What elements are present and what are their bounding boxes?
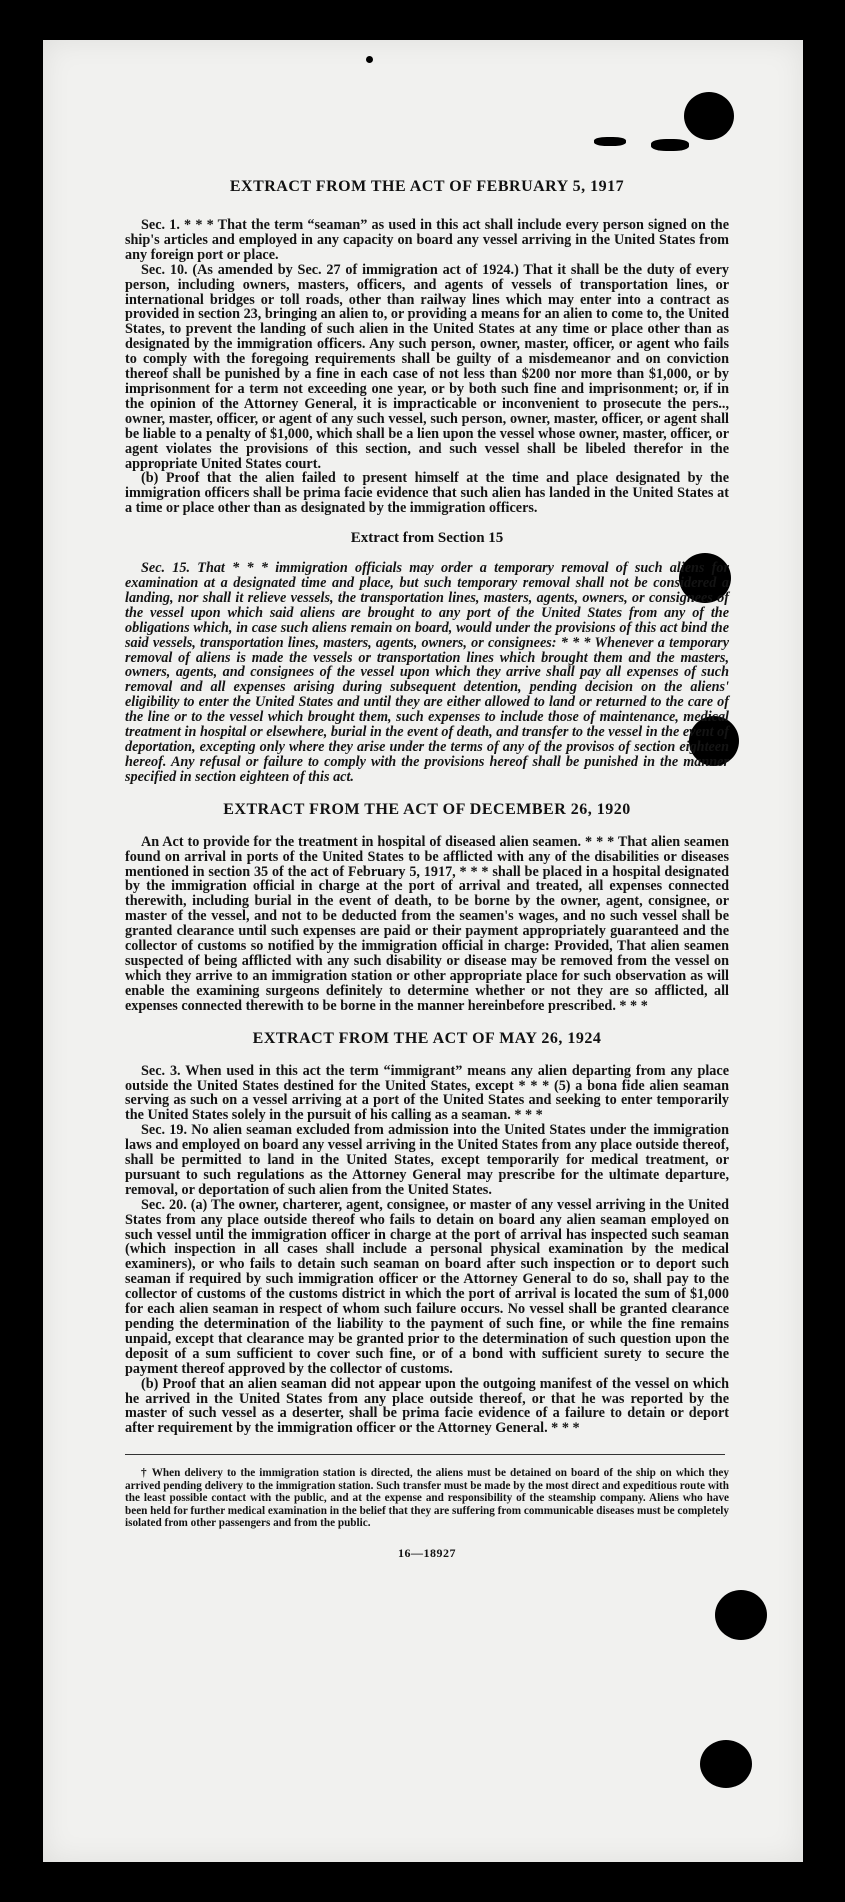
paragraph-act-1920: An Act to provide for the treatment in hospital of diseased alien seamen. * * * That alien seamen found on arrival in ports of the United States to be afflicted with any of the disabilities or diseases mentioned in section 35 of the act of February 5, 1917, * * * shall be placed in a hospital designated by the immigration official in charge at the port of arrival and treated, all expenses connected therewith, including burial in the event of death, to be borne by the owner, agent, consignee, or master of the vessel, and not to be deducted from the seamen's wages, and no such vessel shall be granted clearance until such expenses are paid or their payment appropriately guaranteed and the collector of customs so notified by the immigration official in charge: Provided, That alien seamen suspected of being afflicted with any such disability or disease may be removed from the vessel on which they arrive to an immigration station or other appropriate place for such observation as will enable the examining surgeons definitely to determine whether or not they are so afflicted, all expenses connected therewith to be borne in the manner hereinbefore prescribed. * * * <box>125 833 729 1014</box>
paragraph-sec-15: Sec. 15. That * * * immigration officials may order a temporary removal of such aliens for examination at a designated time and place, but such temporary removal shall not be considered a landing, nor shall it relieve vessels, the transportation lines, masters, agents, owners, or consignees of the vessel upon which said aliens are brought to any port of the United States from any of the obligations which, in case such aliens remain on board, would under the provisions of this act bind the said vessels, transportation lines, masters, agents, owners, or consignees: * * * Whenever a temporary removal of aliens is made the vessels or transportation lines which brought them and the masters, owners, agents, and consignees of the vessel upon which they arrive shall pay all expenses of such removal and all expenses arising during subsequent detention, pending decision on the aliens' eligibility to enter the United States and until they are either allowed to land or returned to the care of the line or to the vessel which brought them, such expenses to include those of maintenance, medical treatment in hospital or elsewhere, burial in the event of death, and transfer to the vessel in the event of deportation, excepting only where they arise under the terms of any of the provisos of section eighteen hereof. Any refusal or failure to comply with the provisions hereof shall be punished in the manner specified in section eighteen of this act. <box>125 560 729 785</box>
paragraph-sec-19: Sec. 19. No alien seaman excluded from admission into the United States under the immigration laws and employed on board any vessel arriving in the United States from any place outside thereof, shall be permitted to land in the United States, except temporarily for medical treatment, or pursuant to such regulations as the Attorney General may prescribe for the ultimate departure, removal, or deportation of such alien from the United States. <box>125 1122 729 1198</box>
paragraph-sec-20b: (b) Proof that an alien seaman did not appear upon the outgoing manifest of the vessel on which he arrived in the United States from any place outside thereof, or that he was reported by the master of such vessel as a deserter, shall be prima facie evidence of a failure to detain or deport after requirement by the immigration officer or the Attorney General. * * * <box>125 1375 729 1437</box>
footnote: † When delivery to the immigration station is directed, the aliens must be detained on board of the ship on which they arrived pending delivery to the immigration station. Such transfer must be made by the most direct and expeditious route with the least possible contact with the public, and at the expense and responsibility of the steamship company. Aliens who have been held for further medical examination in the belief that they are suffering from communicable diseases must be completely isolated from other passengers and from the public. <box>125 1467 729 1530</box>
paragraph-sec-3: Sec. 3. When used in this act the term “immigrant” means any alien departing from any place outside the United States destined for the United States, except * * * (5) a bona fide alien seaman serving as such on a vessel arriving at a port of the United States and seeking to enter temporarily the United States solely in the pursuit of his calling as a seaman. * * * <box>125 1062 729 1124</box>
heading-act-1917: EXTRACT FROM THE ACT OF FEBRUARY 5, 1917 <box>229 178 625 195</box>
paragraph-sec-20a: Sec. 20. (a) The owner, charterer, agent, consignee, or master of any vessel arriving in the United States from any place outside thereof who fails to detain on board any alien seaman employed on such vessel until the immigration officer in charge at the port of arrival has inspected such seaman (which inspection in all cases shall include a personal physical examination by the medical examiners), or who fails to detain such seaman on board after such inspection or to deport such seaman if required by such immigration officer or the Attorney General to do so, shall pay to the collector of customs of the customs district in which the port of arrival is located the sum of $1,000 for each alien seaman in respect of whom such failure occurs. No vessel shall be granted clearance pending the determination of the liability to the payment of such fine, or while the fine remains unpaid, except that clearance may be granted prior to the determination of such question upon the deposit of a sum sufficient to cover such fine, or of a bond with sufficient surety to secure the payment thereof approved by the collector of customs. <box>125 1196 729 1377</box>
ink-speck <box>366 56 373 63</box>
punch-hole-bottom-right <box>700 1740 752 1788</box>
heading-act-1920: EXTRACT FROM THE ACT OF DECEMBER 26, 1920 <box>223 800 631 818</box>
ink-blot <box>651 139 689 151</box>
document-content <box>125 178 729 1561</box>
heading-act-1924: EXTRACT FROM THE ACT OF MAY 26, 1924 <box>252 1029 602 1047</box>
ink-blot <box>594 137 626 146</box>
heading-section-15: Extract from Section 15 <box>350 530 504 547</box>
paragraph-sec-10b: (b) Proof that the alien failed to present himself at the time and place designated by the immigration officers shall be prima facie evidence that such alien has landed in the United States at a time or place other than as designated by the immigration officers. <box>125 470 729 517</box>
punch-hole-top-right <box>684 92 734 140</box>
paragraph-sec-1: Sec. 1. * * * That the term “seaman” as used in this act shall include every person signed on the ship's articles and employed in any capacity on board any vessel arriving in the United States from any foreign port or place. <box>125 217 729 263</box>
paragraph-sec-10: Sec. 10. (As amended by Sec. 27 of immigration act of 1924.) That it shall be the duty of every person, including owners, masters, officers, and agents of vessels of transportation lines, or international bridges or toll roads, other than railway lines which may enter into a contract as provided in section 23, bringing an alien to, or providing a means for an alien to come to, the United States, to prevent the landing of such alien in the United States at any time or place other than as designated by the immigration officers. Any such person, owner, master, officer, or agent who fails to comply with the foregoing requirements shall be guilty of a misdemeanor and on conviction thereof shall be punished by a fine in each case of not less than $200 nor more than $1,000, or by imprisonment for a term not exceeding one year, or by both such fine and imprisonment; or, if in the opinion of the Attorney General, it is impracticable or inconvenient to prosecute the pers.., owner, master, officer, or agent of any such vessel, such person, owner, master, officer, or agent shall be liable to a penalty of $1,000, which shall be a lien upon the vessel whose owner, master, officer, or agent violates the provisions of this section, and such vessel shall be libeled therefor in the appropriate United States court. <box>125 261 729 472</box>
punch-hole-right-3 <box>715 1590 767 1640</box>
form-number: 16—18927 <box>398 1545 456 1560</box>
footnote-divider <box>125 1454 725 1455</box>
document-page <box>43 40 803 1862</box>
